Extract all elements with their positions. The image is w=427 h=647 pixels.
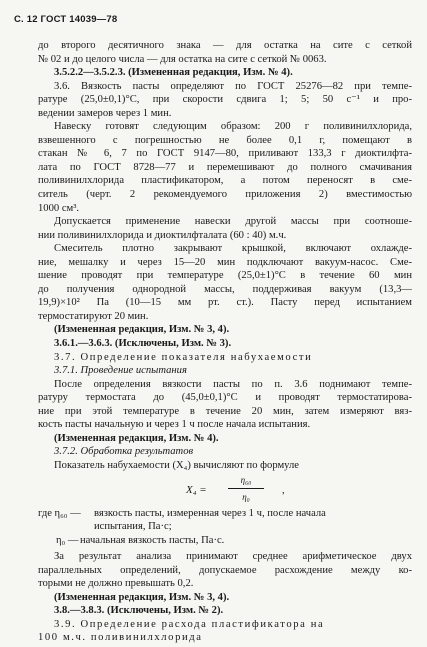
section-heading: 3.9. Определение расхода пластификатора на (54, 618, 325, 630)
formula-fraction (228, 474, 264, 505)
amendment-note: (Измененная редакция, Изм. № 3, 4). (54, 591, 230, 603)
text-line: ние при этой температуре в течение 20 мин, затем измеряют вяз- (38, 405, 412, 417)
subsection-heading: 3.7.2. Обработка результатов (54, 446, 194, 458)
text-line: до получения однородной массы, поддерживая вакуум (13,3— (38, 283, 412, 295)
text-line: до второго десятичного знака — для остатка на сите с сеткой (38, 40, 412, 51)
text-line: № 02 и до целого числа — для остатка на сите с сеткой № 0063. (38, 53, 327, 65)
definition-row (38, 520, 412, 534)
document-body (38, 39, 412, 645)
text-line: лата по ГОСТ 8728—77 и перемешивают до полного смачивания (38, 161, 412, 173)
definition-row (38, 507, 412, 521)
section-heading-continued: 100 м.ч. поливинилхлорида (38, 632, 203, 644)
text-line: параллельных определений, допускаемое расхождение между ко- (38, 564, 412, 576)
text-line: кость пасты начальную и через 1 ч после начала испытания. (38, 419, 311, 431)
amendment-note: (Измененная редакция, Изм. № 3, 4). (54, 324, 230, 336)
text-line: ситель (черт. 2 рекомендуемого приложения 2) вместимостью (38, 189, 412, 201)
text-line: Показатель набухаемости (X₄) вычисляют по формуле (54, 459, 299, 471)
text-line: ратуру термостата до (45,0±0,1)°С и проводят термостатирова- (38, 392, 412, 404)
excluded-note: 3.6.1.—3.6.3. (Исключены, Изм. № 3). (54, 338, 232, 350)
excluded-note: 3.8.—3.8.3. (Исключены, Изм. № 2). (54, 605, 224, 617)
text-line: взвешенного с погрешностью не более 0,1 г, помещают в (38, 134, 412, 146)
text-line: ратуре (25,0±0,1)°С, при скорости сдвига 1; 5; 50 с⁻¹ и про- (38, 94, 412, 106)
text-line: нии поливинилхлорида и диоктилфталата (60 : 40) м.ч. (38, 229, 287, 241)
text-line: 3.6. Вязкость пасты определяют по ГОСТ 25276—82 при темпе- (54, 80, 412, 92)
text-line: Смеситель плотно закрывают крышкой, включают охлажде- (54, 243, 412, 255)
text-line: 1000 см³. (38, 202, 80, 214)
formula-lhs: X₄ = (186, 483, 207, 496)
definition-key: η₀ — (56, 534, 79, 546)
amendment-note: 3.5.2.2—3.5.2.3. (Измененная редакция, Изм. № 4). (54, 67, 293, 79)
text-line: поливинилхлорида пластификатором, а потом переносят в сме- (38, 175, 412, 187)
text-line: термостатируют 20 мин. (38, 310, 149, 322)
definition-key: где η₆₀ — (38, 507, 81, 519)
text-line: шение проводят при температуре (25,0±1)°С в течение 60 мин (38, 270, 412, 282)
formula-denominator: η₀ (242, 492, 250, 503)
text-line: После определения вязкости пасты по п. 3.6 поднимают темпе- (54, 378, 412, 390)
text-line: 19,9)×10² Па (10—15 мм рт. ст.). Пасту перед испытанием (38, 297, 412, 309)
page-header: С. 12 ГОСТ 14039—78 (14, 14, 118, 25)
formula-numerator: η₆₀ (228, 474, 264, 490)
text-line: Навеску готовят следующим образом: 200 г поливинилхлорида, (54, 121, 412, 133)
text-line: торыми не должно превышать 0,2. (38, 578, 194, 590)
text-line: ние, мешалку и через 15—20 мин подключают вакуум-насос. Сме- (38, 256, 412, 268)
definition-value: начальная вязкость пасты, Па·с. (80, 534, 225, 546)
text-line: стакан № 6, 7 по ГОСТ 9147—80, приливают 133,3 г диоктилфта- (38, 148, 412, 160)
definition-value: испытания, Па·с; (94, 521, 172, 533)
section-heading: 3.7. Определение показателя набухаемости (54, 351, 313, 363)
definition-value: вязкость пасты, измеренная через 1 ч, после начала (94, 507, 326, 519)
definition-row (38, 534, 412, 548)
formula-comma: , (282, 484, 285, 496)
swelling-formula (38, 473, 412, 507)
text-line: Допускается применение навески другой массы при соотноше- (54, 216, 412, 228)
amendment-note: (Измененная редакция, Изм. № 4). (54, 432, 219, 444)
subsection-heading: 3.7.1. Проведение испытания (54, 365, 187, 377)
text-line: ведении замеров через 1 мин. (38, 107, 172, 119)
text-line: За результат анализа принимают среднее арифметическое двух (54, 551, 412, 563)
